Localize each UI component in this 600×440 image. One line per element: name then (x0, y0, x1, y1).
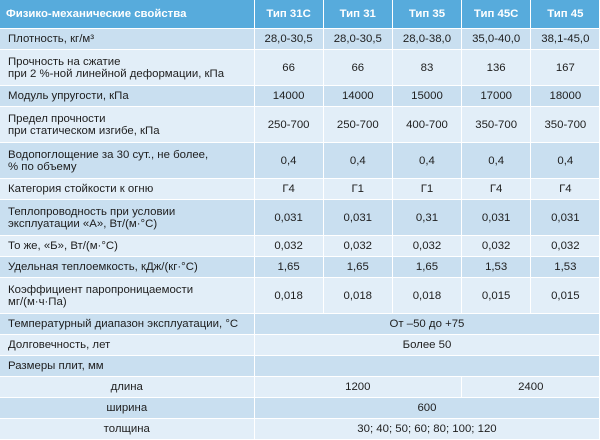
label-line: Предел прочности (8, 112, 106, 125)
row-label-heat-capacity: Удельная теплоемкость, кДж/(кг·°С) (0, 257, 254, 278)
header-type-31: Тип 31 (323, 0, 392, 29)
cell-value: 0,018 (254, 278, 323, 314)
cell-value: 0,032 (323, 236, 392, 257)
cell-value: 250-700 (254, 107, 323, 143)
row-label-length: длина (0, 377, 254, 398)
table-row (0, 314, 600, 335)
table-row (0, 107, 600, 143)
cell-value: 0,4 (254, 143, 323, 179)
row-label-durability: Долговечность, лет (0, 335, 254, 356)
cell-value: 0,032 (531, 236, 600, 257)
table-row (0, 29, 600, 50)
cell-value: 18000 (531, 86, 600, 107)
header-property: Физико-механические свойства (0, 0, 254, 29)
table-row (0, 356, 600, 377)
table-row (0, 179, 600, 200)
header-type-31c: Тип 31С (254, 0, 323, 29)
table-row (0, 278, 600, 314)
cell-value: 0,031 (531, 200, 600, 236)
row-label-width: ширина (0, 398, 254, 419)
row-label-vapor-permeability (0, 278, 254, 314)
cell-value: Г1 (323, 179, 392, 200)
cell-value: 28,0-30,5 (323, 29, 392, 50)
row-label-thermal-conductivity-a (0, 200, 254, 236)
cell-value-temp-range: От –50 до +75 (254, 314, 600, 335)
cell-value: 0,018 (392, 278, 461, 314)
cell-value: 1,65 (254, 257, 323, 278)
cell-value-width: 600 (254, 398, 600, 419)
table-row (0, 50, 600, 86)
label-line: Теплопроводность при условии (8, 205, 176, 218)
table-row (0, 236, 600, 257)
cell-value: 28,0-38,0 (392, 29, 461, 50)
cell-value: 28,0-30,5 (254, 29, 323, 50)
header-type-35: Тип 35 (392, 0, 461, 29)
row-label-bending-strength (0, 107, 254, 143)
cell-value: 350-700 (462, 107, 531, 143)
cell-value: 17000 (462, 86, 531, 107)
cell-value: 14000 (254, 86, 323, 107)
cell-value: 0,032 (254, 236, 323, 257)
cell-value: 0,032 (392, 236, 461, 257)
cell-value: 83 (392, 50, 461, 86)
cell-value: 250-700 (323, 107, 392, 143)
row-label-thickness: толщина (0, 419, 254, 440)
cell-value: 0,4 (323, 143, 392, 179)
cell-value: 0,031 (323, 200, 392, 236)
cell-value: 1,65 (392, 257, 461, 278)
cell-value: 14000 (323, 86, 392, 107)
row-label-water-absorption (0, 143, 254, 179)
cell-value: 0,031 (462, 200, 531, 236)
cell-value-thickness: 30; 40; 50; 60; 80; 100; 120 (254, 419, 600, 440)
cell-value: 38,1-45,0 (531, 29, 600, 50)
cell-value: 0,4 (392, 143, 461, 179)
label-line: эксплуатации «А», Вт/(м·°С) (8, 217, 158, 230)
label-line: при статическом изгибе, кПа (8, 124, 160, 137)
cell-value: 1,53 (531, 257, 600, 278)
table-row (0, 398, 600, 419)
table-row (0, 335, 600, 356)
cell-value: 167 (531, 50, 600, 86)
cell-value: 15000 (392, 86, 461, 107)
cell-value: 0,018 (323, 278, 392, 314)
cell-value-length-b: 2400 (462, 377, 600, 398)
cell-value: 66 (323, 50, 392, 86)
header-type-45c: Тип 45С (462, 0, 531, 29)
label-line: Прочность на сжатие (8, 55, 121, 68)
cell-value: Г1 (392, 179, 461, 200)
row-label-density: Плотность, кг/м³ (0, 29, 254, 50)
cell-value: 0,015 (462, 278, 531, 314)
label-line: % по объему (8, 160, 77, 173)
label-line: Водопоглощение за 30 сут., не более, (8, 148, 209, 161)
label-line: мг/(м·ч·Па) (8, 295, 67, 308)
table-row (0, 419, 600, 440)
cell-value: Г4 (462, 179, 531, 200)
cell-value: 0,4 (531, 143, 600, 179)
cell-value: Г4 (531, 179, 600, 200)
cell-value: 0,032 (462, 236, 531, 257)
cell-value: 400-700 (392, 107, 461, 143)
row-label-compressive-strength (0, 50, 254, 86)
cell-value: 1,65 (323, 257, 392, 278)
row-label-thermal-conductivity-b: То же, «Б», Вт/(м·°С) (0, 236, 254, 257)
row-label-fire-category: Категория стойкости к огню (0, 179, 254, 200)
table-row (0, 143, 600, 179)
header-row (0, 0, 600, 29)
cell-value-length-a: 1200 (254, 377, 462, 398)
header-type-45: Тип 45 (531, 0, 600, 29)
row-label-temp-range: Температурный диапазон эксплуатации, °С (0, 314, 254, 335)
cell-value-durability: Более 50 (254, 335, 600, 356)
cell-value: 35,0-40,0 (462, 29, 531, 50)
table-row (0, 257, 600, 278)
cell-empty (254, 356, 600, 377)
row-label-elastic-modulus: Модуль упругости, кПа (0, 86, 254, 107)
table-row (0, 86, 600, 107)
cell-value: 0,4 (462, 143, 531, 179)
row-label-sizes: Размеры плит, мм (0, 356, 254, 377)
cell-value: Г4 (254, 179, 323, 200)
cell-value: 350-700 (531, 107, 600, 143)
cell-value: 0,015 (531, 278, 600, 314)
table-row (0, 377, 600, 398)
label-line: при 2 %-ной линейной деформации, кПа (8, 67, 225, 80)
label-line: Коэффициент паропроницаемости (8, 283, 194, 296)
cell-value: 0,031 (254, 200, 323, 236)
cell-value: 1,53 (462, 257, 531, 278)
cell-value: 0,31 (392, 200, 461, 236)
cell-value: 66 (254, 50, 323, 86)
table-row (0, 200, 600, 236)
cell-value: 136 (462, 50, 531, 86)
